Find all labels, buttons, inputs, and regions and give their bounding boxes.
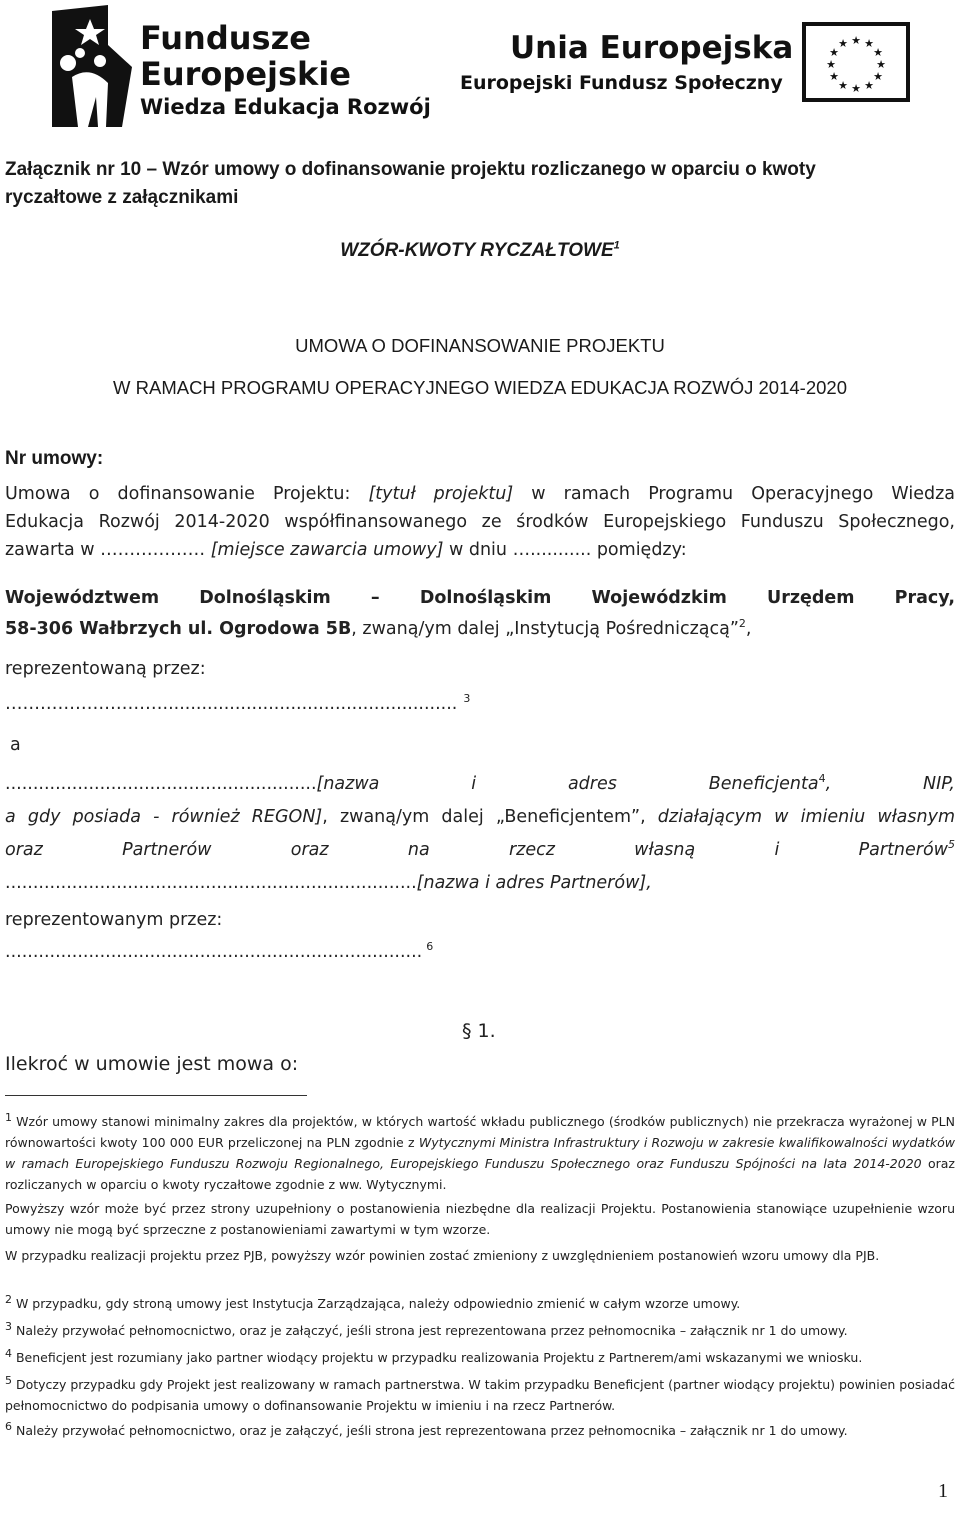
footnote-3-text: Należy przywołać pełnomocnictwo, oraz je załączyć, jeśli strona jest reprezentowana przez pełnomocnika – załącznik nr 1 do umowy. bbox=[12, 1323, 848, 1338]
beneficiary-paragraph bbox=[5, 768, 955, 937]
footnote-6-number: 6 bbox=[5, 1419, 12, 1433]
footnote-3-number: 3 bbox=[5, 1319, 12, 1333]
page-number: 1 bbox=[938, 1480, 948, 1502]
footnote-1-paragraph-3: W przypadku realizacji projektu przez PJB, powyższy wzór powinien zostać zmieniony z uwzględnieniem postanowień wzoru umowy dla PJB. bbox=[5, 1248, 880, 1263]
regon-placeholder: a gdy posiada - również REGON] bbox=[5, 807, 323, 827]
svg-text:★: ★ bbox=[851, 82, 861, 95]
annex-heading bbox=[5, 156, 816, 212]
footnote-ref-5: 5 bbox=[948, 838, 955, 852]
project-title-placeholder: [tytuł projektu] bbox=[368, 484, 514, 504]
svg-text:★: ★ bbox=[876, 58, 886, 71]
svg-text:★: ★ bbox=[864, 37, 874, 50]
footnote-4-number: 4 bbox=[5, 1346, 12, 1360]
place-placeholder: [miejsce zawarcia umowy] bbox=[210, 540, 444, 560]
fe-line2: Europejskie bbox=[140, 55, 351, 93]
intro-text-a: Umowa o dofinansowanie Projektu: bbox=[5, 484, 369, 504]
dots-line-1: ………………………..................................................... bbox=[5, 694, 458, 714]
dots-line-2: ........................................................................... bbox=[5, 942, 423, 962]
partners-placeholder: [nazwa i adres Partnerów], bbox=[416, 873, 652, 893]
fe-line3: Wiedza Edukacja Rozwój bbox=[140, 95, 431, 119]
annex-line2: ryczałtowe z załącznikami bbox=[5, 187, 239, 208]
comma: , bbox=[745, 619, 752, 639]
partners-line: oraz Partnerów oraz na rzecz własną i Partnerów bbox=[5, 840, 948, 860]
footnote-6-text: Należy przywołać pełnomocnictwo, oraz je załączyć, jeśli strona jest reprezentowana przez pełnomocnika – załącznik nr 1 do umowy. bbox=[12, 1423, 848, 1438]
svg-text:★: ★ bbox=[864, 79, 874, 92]
footnote-ref-4: 4 bbox=[818, 772, 826, 786]
footnote-1-text-c: oraz rozliczanych w oparciu o kwoty ryczałtowe zgodnie z ww. Wytycznymi. bbox=[5, 1156, 955, 1192]
svg-text:★: ★ bbox=[838, 79, 848, 92]
svg-text:★: ★ bbox=[829, 46, 839, 59]
footnote-1-text-a: Wzór umowy stanowi minimalny zakres dla projektów, w których wartość wkładu publicznego (środków publicznych) nie przekracza wyrażonej w PLN równowartości kwoty 100 000 EUR przeliczonej na PLN zgodnie z bbox=[5, 1114, 955, 1150]
intro-line3-c: w dniu …........... pomiędzy: bbox=[443, 540, 687, 560]
footnote-ref-3: 3 bbox=[463, 692, 471, 706]
fe-line1: Fundusze bbox=[140, 19, 311, 57]
unia-europejska-logo bbox=[460, 22, 910, 112]
footnote-1-paragraph-2: Powyższy wzór może być przez strony uzupełniony o postanowienia niezbędne dla realizacji Projektu. Postanowienia stanowiące uzupełnienie wzoru umowy nie mogą być sprzeczne z postanowieniami zawartymi w tym wzorze. bbox=[5, 1201, 955, 1237]
fundusze-europejskie-logo bbox=[50, 5, 431, 127]
template-title-text: WZÓR-KWOTY RYCZAŁTOWE bbox=[340, 240, 614, 261]
contract-number-label: Nr umowy: bbox=[5, 448, 104, 469]
agreement-line2: W RAMACH PROGRAMU OPERACYJNEGO WIEDZA EDUKACJA ROZWÓJ 2014-2020 bbox=[113, 377, 847, 398]
footnote-2 bbox=[5, 1293, 955, 1314]
section-lead: Ilekroć w umowie jest mowa o: bbox=[5, 1053, 299, 1075]
partners-dots: .......................................................................... bbox=[5, 873, 417, 893]
intro-text-c: w ramach Programu Operacyjnego Wiedza bbox=[513, 484, 955, 504]
acting-on-behalf: działającym w imieniu własnym bbox=[657, 807, 956, 827]
agreement-title bbox=[0, 325, 960, 409]
beneficiary-name-placeholder: [nazwa i adres Beneficjenta bbox=[316, 774, 819, 794]
footnote-1-guidelines: Wytycznymi Ministra Infrastruktury i Rozwoju w zakresie kwalifikowalności wydatków w ramach Europejskiego Funduszu Rozwoju Regionalnego, Europejskiego Funduszu Społecznego oraz Funduszu Spójności na lata 2014-2020 bbox=[5, 1135, 955, 1171]
footnote-ref-1: 1 bbox=[613, 239, 620, 252]
ue-title: Unia Europejska bbox=[510, 30, 794, 66]
intermediate-body-name: Województwem Dolnośląskim – Dolnośląskim Wojewódzkim Urzędem Pracy, bbox=[5, 588, 955, 608]
representative-dots-2 bbox=[5, 942, 433, 962]
intro-line3-a: zawarta w ……………… bbox=[5, 540, 211, 560]
footnote-1 bbox=[5, 1111, 955, 1195]
represented-by-label: reprezentowaną przez: bbox=[5, 659, 206, 679]
nip-placeholder: , NIP, bbox=[825, 774, 955, 794]
footnote-5-number: 5 bbox=[5, 1373, 12, 1387]
beneficiary-alias: , zwaną/ym dalej „Beneficjentem”, bbox=[322, 807, 658, 827]
representative-dots bbox=[5, 694, 470, 714]
intro-paragraph bbox=[5, 480, 955, 564]
agreement-line1: UMOWA O DOFINANSOWANIE PROJEKTU bbox=[295, 335, 665, 356]
template-title bbox=[0, 240, 960, 262]
footnote-5-text: Dotyczy przypadku gdy Projekt jest realizowany w ramach partnerstwa. W takim przypadku Beneficjent (partner wiodący projektu) powinien posiadać pełnomocnictwo do podpisania umowy o dofinansowanie Projektu w imieniu i na rzecz Partnerów. bbox=[5, 1377, 955, 1413]
footnote-1-number: 1 bbox=[5, 1110, 12, 1124]
intermediate-body-alias: , zwaną/ym dalej „Instytucją Pośredniczącą” bbox=[351, 619, 739, 639]
beneficiary-dots: ........................................................ bbox=[5, 774, 317, 794]
svg-text:★: ★ bbox=[838, 37, 848, 50]
svg-text:★: ★ bbox=[826, 58, 836, 71]
annex-line1: Załącznik nr 10 – Wzór umowy o dofinansowanie projektu rozliczanego w oparciu o kwoty bbox=[5, 159, 816, 180]
represented-by-label-2: reprezentowanym przez: bbox=[5, 910, 223, 930]
footnote-5 bbox=[5, 1374, 955, 1416]
svg-text:★: ★ bbox=[829, 70, 839, 83]
fe-emblem-icon bbox=[50, 5, 132, 127]
footnote-separator bbox=[5, 1095, 307, 1096]
intro-line2: Edukacja Rozwój 2014-2020 współfinansowanego ze środków Europejskiego Funduszu Społecznego, bbox=[5, 512, 955, 532]
footnote-3 bbox=[5, 1320, 955, 1341]
eu-flag-icon bbox=[802, 22, 910, 102]
footnote-4-text: Beneficjent jest rozumiany jako partner wiodący projektu w przypadku realizowania Projektu z Partnerem/ami wskazanymi we wniosku. bbox=[12, 1350, 863, 1365]
footnote-6 bbox=[5, 1420, 955, 1441]
and-word: a bbox=[10, 735, 21, 755]
svg-text:★: ★ bbox=[851, 34, 861, 47]
section-number: § 1. bbox=[462, 1020, 496, 1042]
ue-subtitle: Europejski Fundusz Społeczny bbox=[460, 72, 783, 94]
intermediate-body-address: 58-306 Wałbrzych ul. Ogrodowa 5B bbox=[5, 619, 352, 639]
footnote-ref-2: 2 bbox=[738, 617, 746, 631]
footnote-ref-6: 6 bbox=[426, 940, 434, 954]
svg-text:★: ★ bbox=[873, 46, 883, 59]
svg-text:★: ★ bbox=[873, 70, 883, 83]
footnote-4 bbox=[5, 1347, 955, 1368]
footnote-2-text: W przypadku, gdy stroną umowy jest Instytucja Zarządzająca, należy odpowiednio zmienić w całym wzorze umowy. bbox=[12, 1296, 741, 1311]
intermediate-body-paragraph bbox=[5, 583, 955, 685]
footnote-2-number: 2 bbox=[5, 1292, 12, 1306]
